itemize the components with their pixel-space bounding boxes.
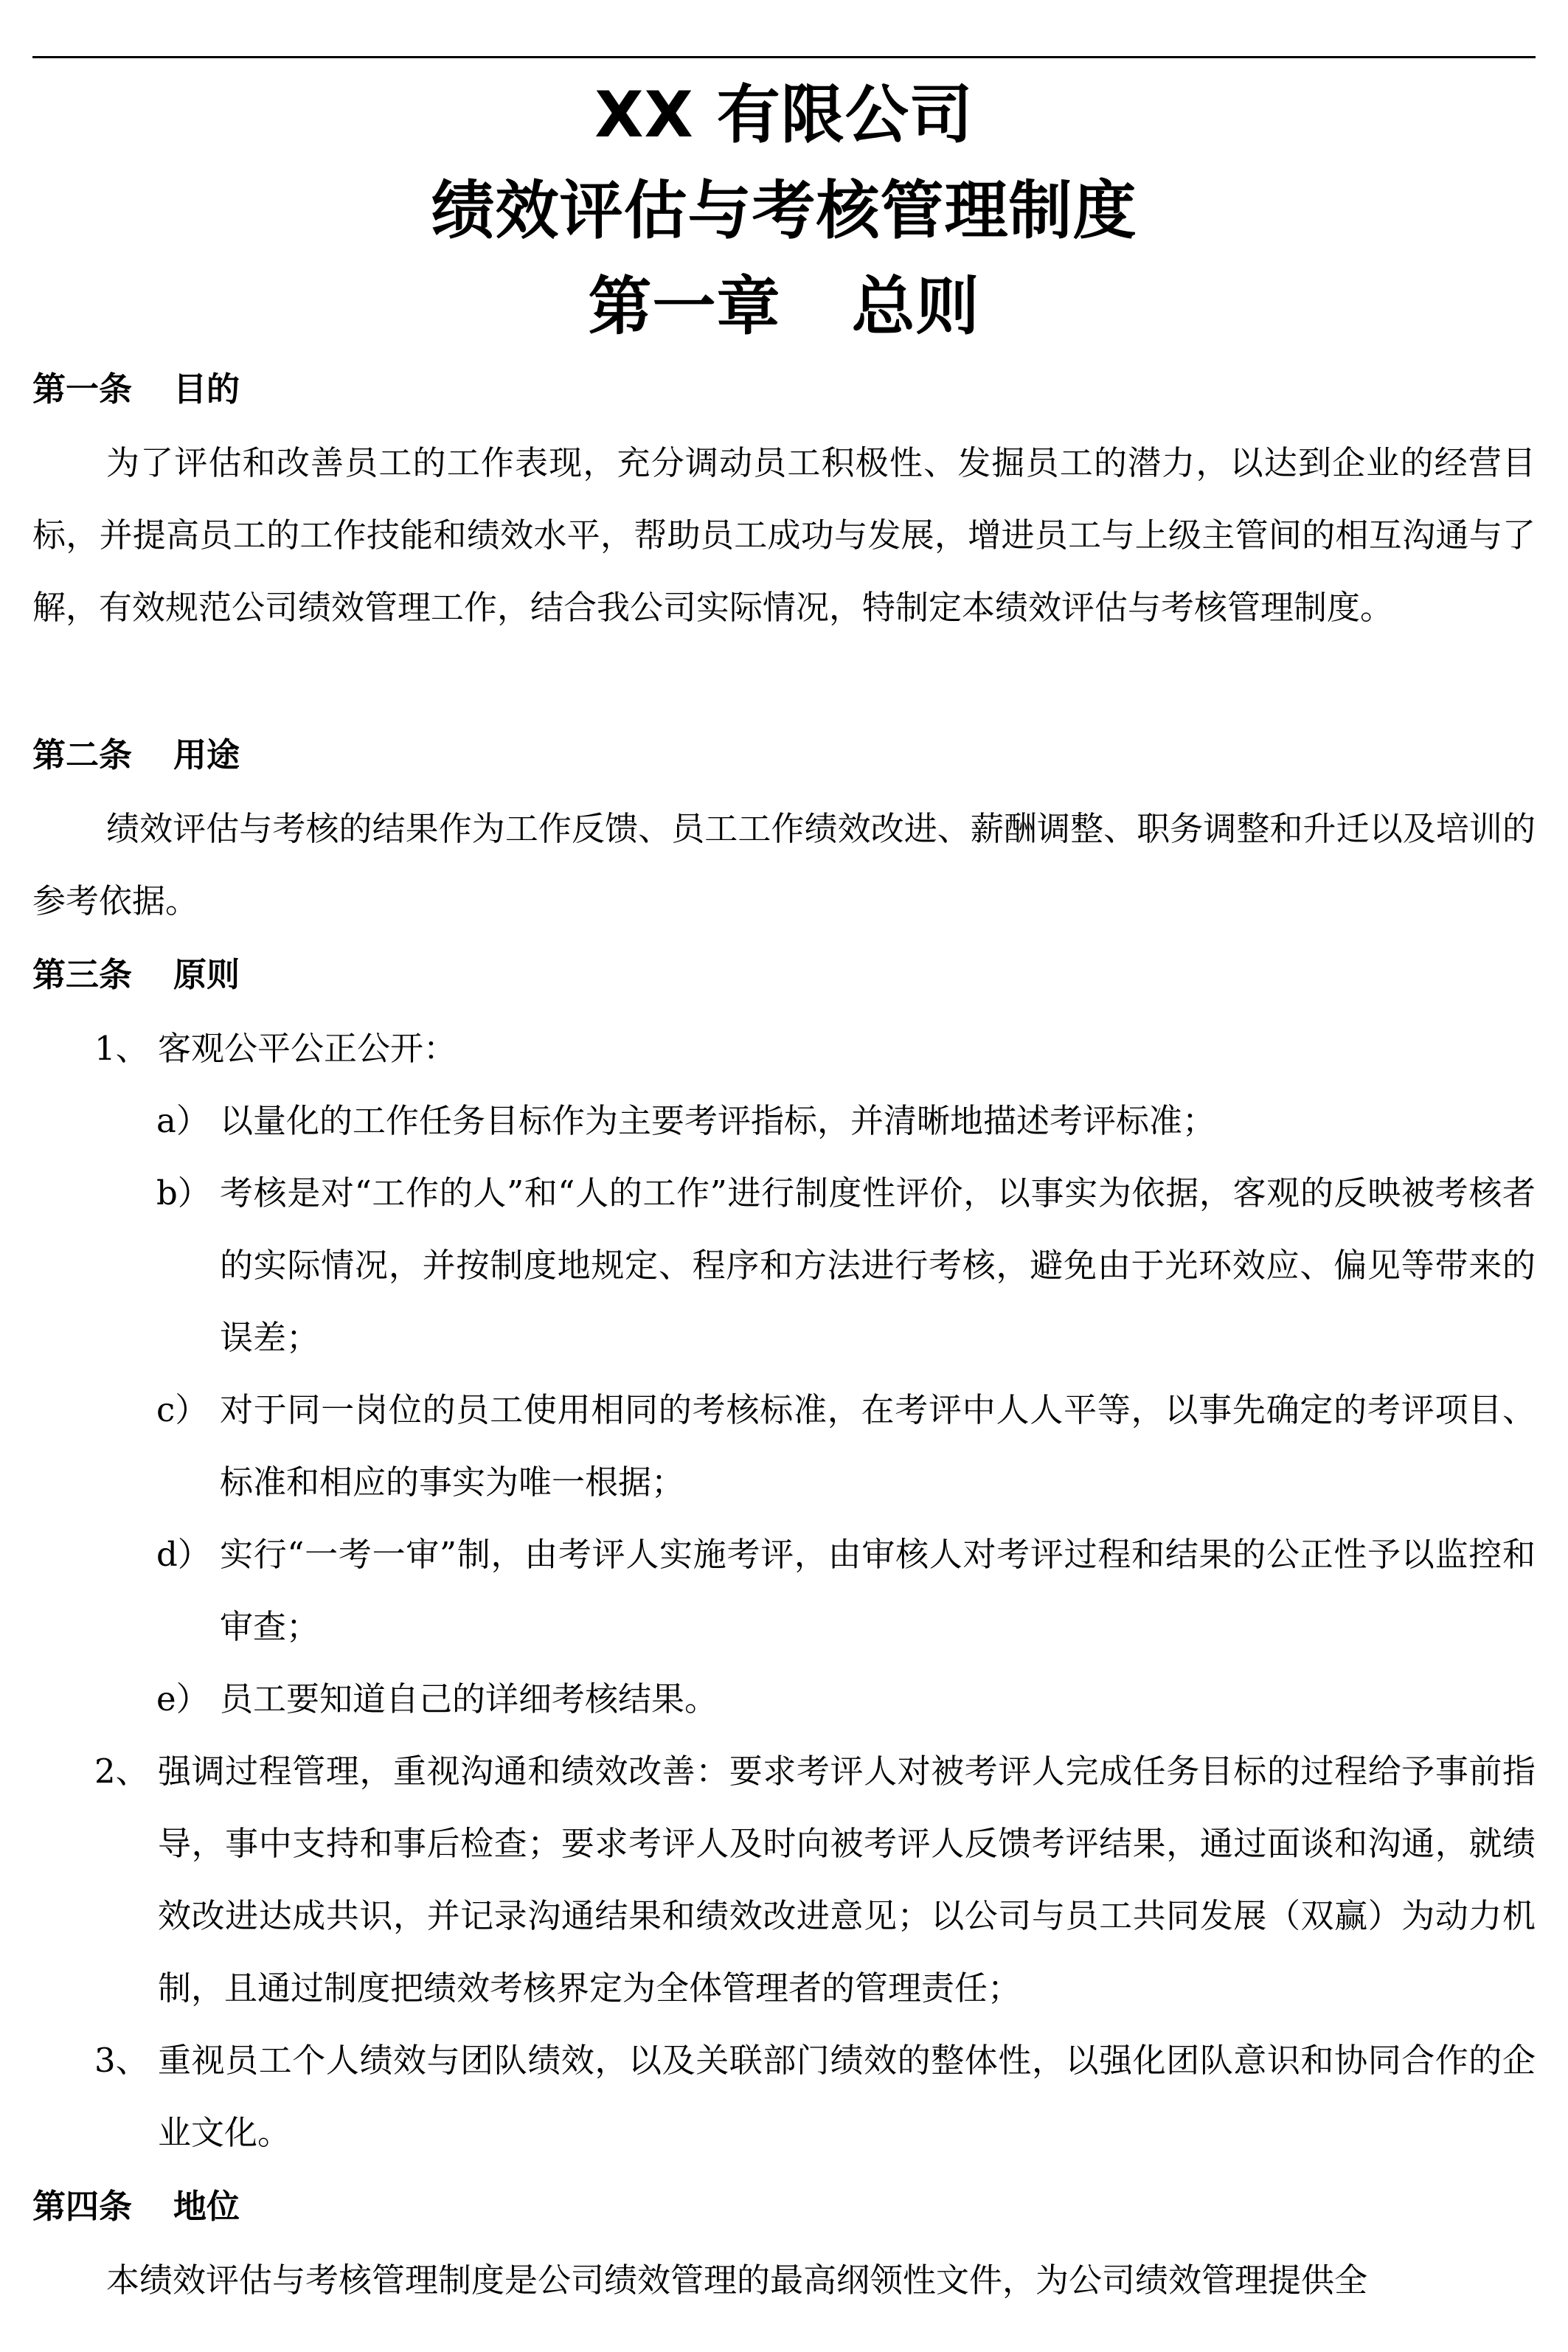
subitem-d-marker: d） [156,1535,211,1574]
company-title: XX 有限公司 [594,78,974,152]
document-title: 绩效评估与考核管理制度 [431,174,1137,248]
subitem-c-marker: c） [156,1390,209,1429]
article-1-body: 为了评估和改善员工的工作表现，充分调动员工积极性、发掘员工的潜力，以达到企业的经营目标，并提高员工的工作技能和绩效水平，帮助员工成功与发展，增进员工与上级主管间的相互沟通与了解，有效规范公司绩效管理工作，结合我公司实际情况，特制定本绩效评估与考核管理制度。 [32,443,1536,627]
header-rule [32,56,1536,58]
article-4-heading [32,2185,1536,2229]
article-4-number: 第四条 [32,2187,133,2226]
article-2-body: 绩效评估与考核的结果作为工作反馈、员工工作绩效改进、薪酬调整、职务调整和升迁以及培训的参考依据。 [32,809,1536,920]
subitem-c-text: 对于同一岗位的员工使用相同的考核标准，在考评中人人平等，以事先确定的考评项目、标准和相应的事实为唯一根据； [220,1390,1536,1502]
item-3-marker: 3、 [94,2041,149,2080]
item-2-text: 强调过程管理，重视沟通和绩效改善：要求考评人对被考评人完成任务目标的过程给予事前指导，事中支持和事后检查；要求考评人及时向被考评人反馈考评结果，通过面谈和沟通，就绩效改进达成共识，并记录沟通结果和绩效改进意见；以公司与员工共同发展（双赢）为动力机制，且通过制度把绩效考核界定为全体管理者的管理责任； [158,1752,1536,2008]
article-3-name: 原则 [173,955,240,994]
chapter-name: 总则 [851,270,980,344]
article-1-heading [32,367,1536,412]
article-2-name: 用途 [173,735,240,774]
article-3-heading [32,953,1536,997]
article-4-name: 地位 [173,2187,240,2226]
chapter-title [32,270,1536,344]
subitem-b-text: 考核是对“工作的人”和“人的工作”进行制度性评价，以事实为依据，客观的反映被考核者的实际情况，并按制度地规定、程序和方法进行考核，避免由于光环效应、偏见等带来的误差； [220,1173,1536,1357]
article-1-number: 第一条 [32,370,133,409]
chapter-number: 第一章 [588,270,781,344]
article-4-body: 本绩效评估与考核管理制度是公司绩效管理的最高纲领性文件，为公司绩效管理提供全 [106,2261,1368,2300]
subitem-a-marker: a） [156,1101,209,1140]
subitem-b-marker: b） [156,1173,211,1213]
item-3-text: 重视员工个人绩效与团队绩效，以及关联部门绩效的整体性，以强化团队意识和协同合作的企业文化。 [158,2041,1536,2152]
subitem-a-text: 以量化的工作任务目标作为主要考评指标，并清晰地描述考评标准； [220,1101,1216,1140]
article-2-heading [32,733,1536,777]
article-1-name: 目的 [173,370,240,409]
item-1-text: 客观公平公正公开： [158,1029,457,1068]
item-1-marker: 1、 [94,1029,149,1068]
article-2-number: 第二条 [32,735,133,774]
article-3-number: 第三条 [32,955,133,994]
item-2-marker: 2、 [94,1752,149,1791]
subitem-e-text: 员工要知道自己的详细考核结果。 [220,1679,718,1718]
subitem-e-marker: e） [156,1679,209,1718]
subitem-d-text: 实行“一考一审”制，由考评人实施考评，由审核人对考评过程和结果的公正性予以监控和审查； [220,1535,1536,1646]
